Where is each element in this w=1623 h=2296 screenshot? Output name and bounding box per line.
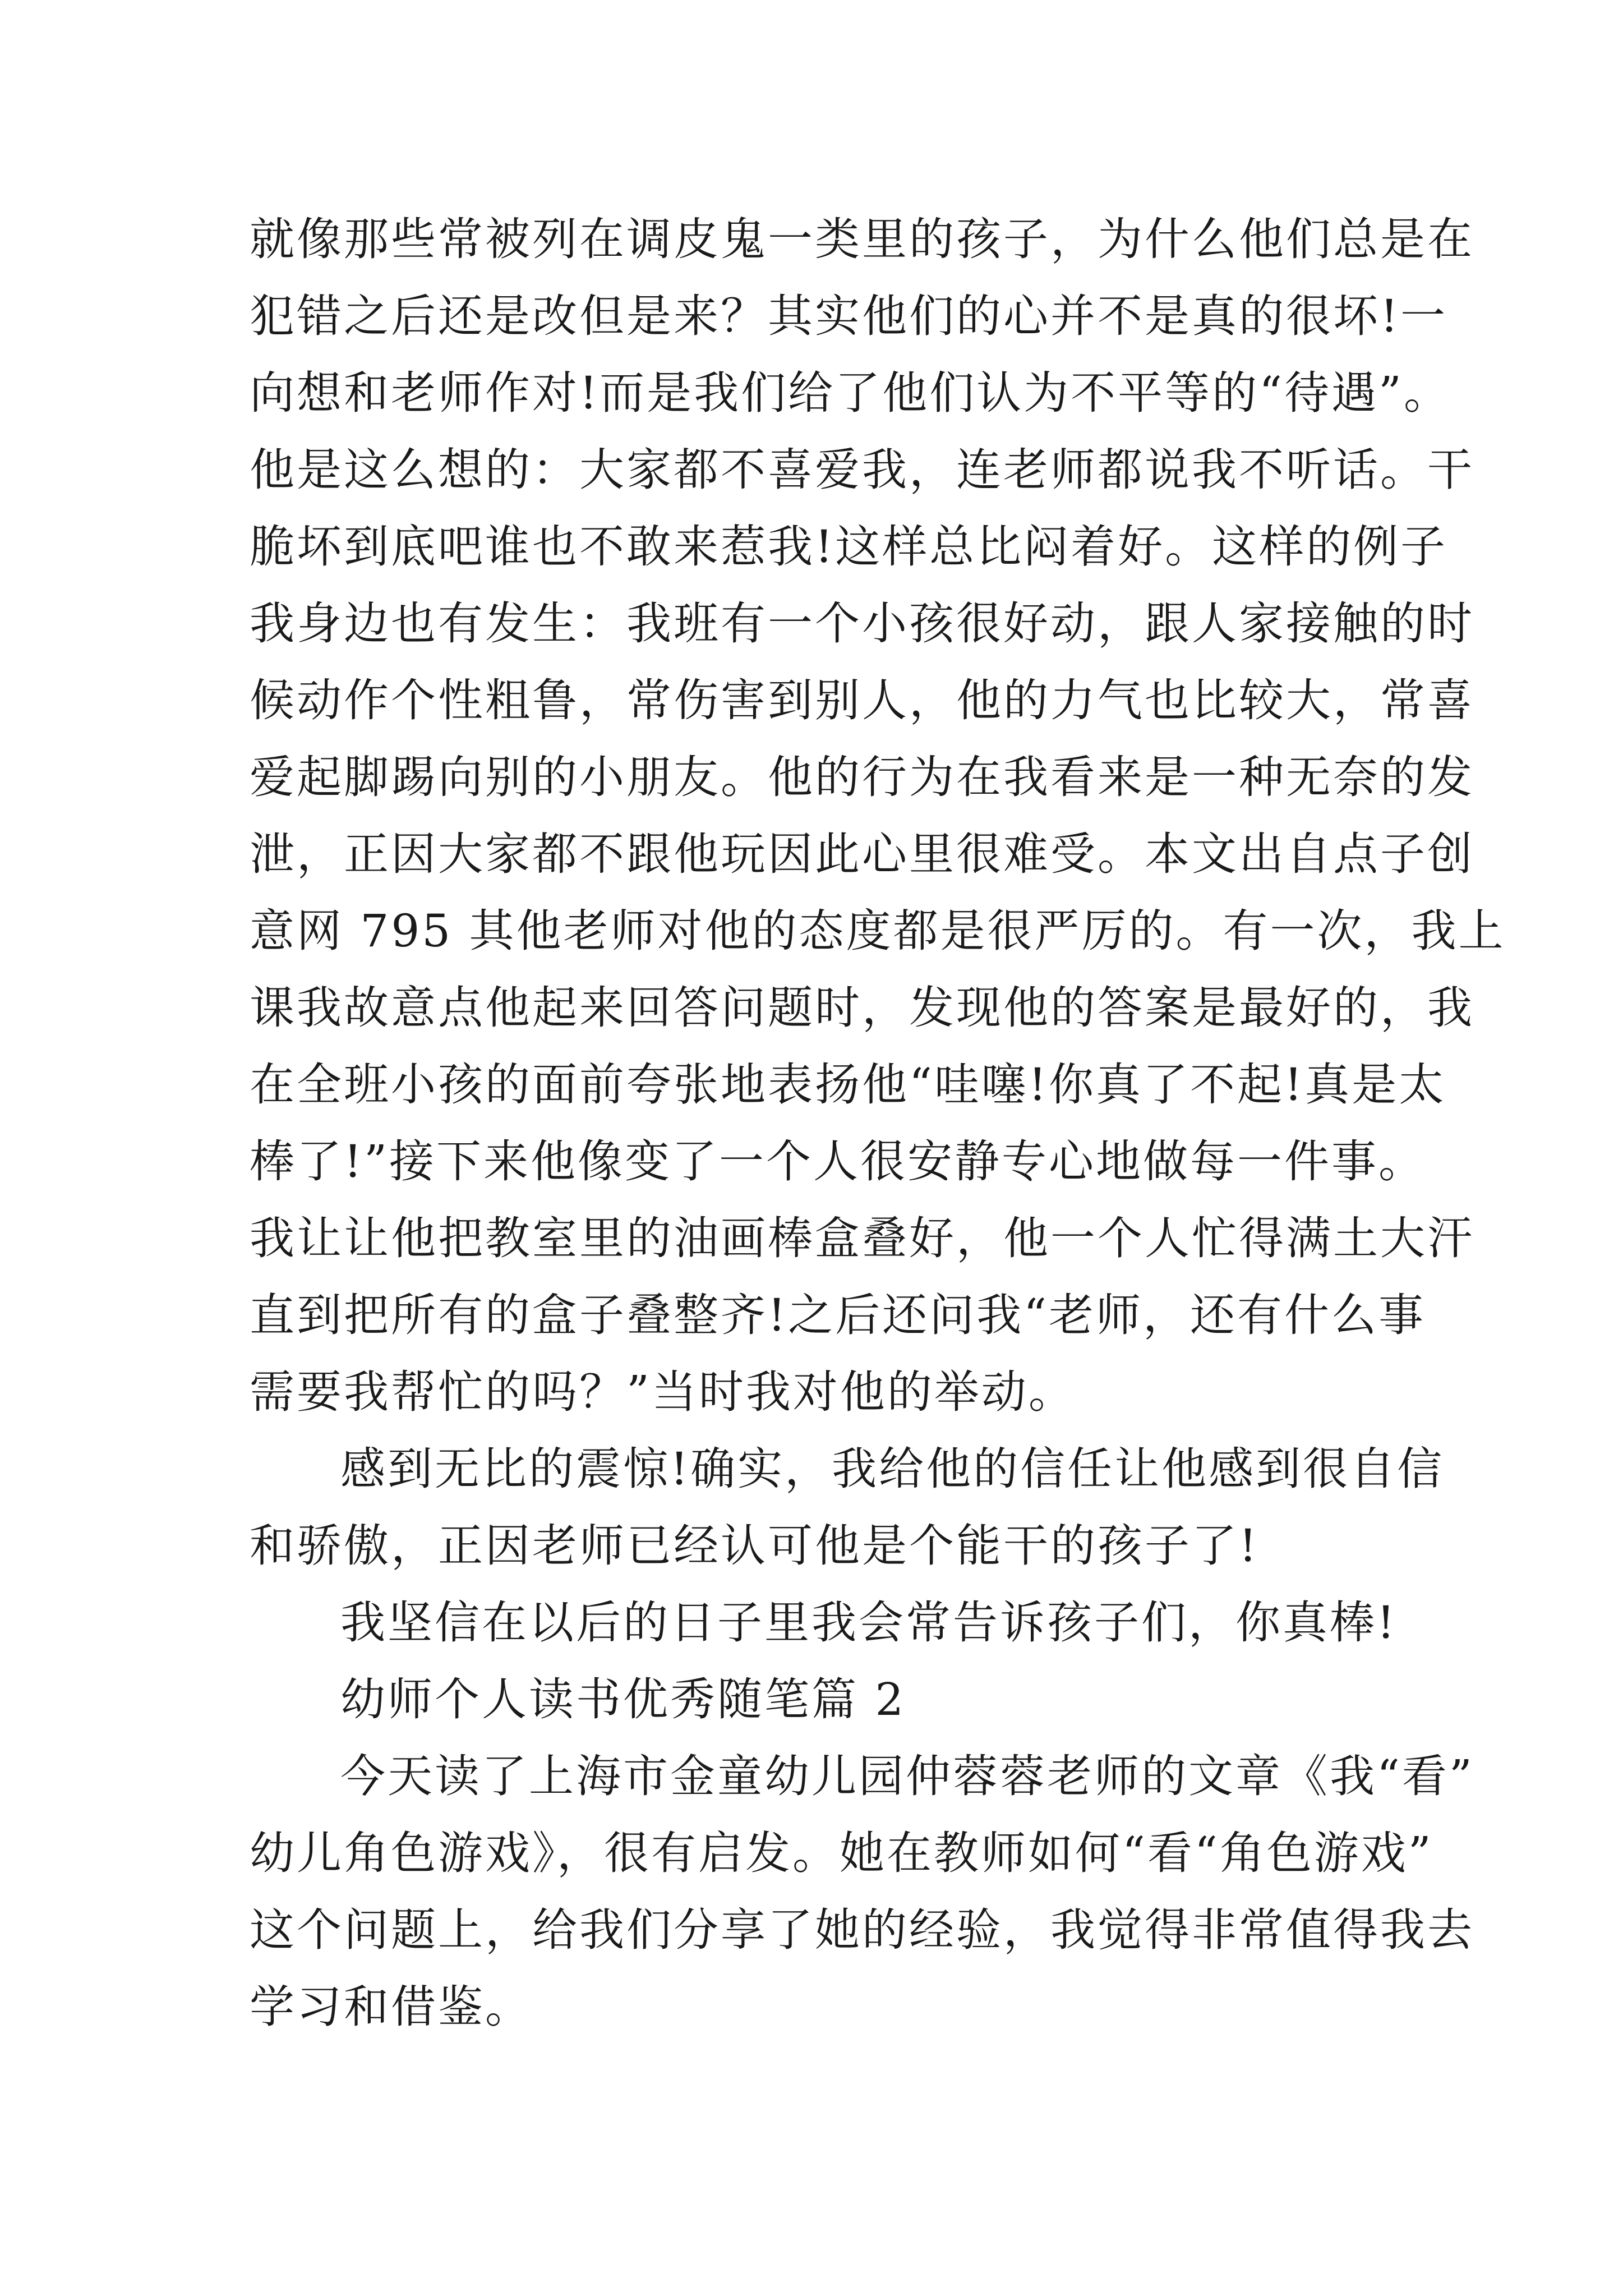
text-line: 和骄傲，正因老师已经认可他是个能干的孩子了! — [250, 1520, 1260, 1572]
text-line: 在全班小孩的面前夸张地表扬他“哇噻!你真了不起!真是太 — [250, 1059, 1446, 1111]
text-line: 爱起脚踢向别的小朋友。他的行为在我看来是一种无奈的发 — [250, 751, 1474, 803]
text-line: 意网 795 其他老师对他的态度都是很严厉的。有一次，我上 — [250, 905, 1506, 957]
text-line: 我坚信在以后的日子里我会常告诉孩子们，你真棒! — [340, 1596, 1398, 1649]
text-line: 脆坏到底吧谁也不敢来惹我!这样总比闷着好。这样的例子 — [250, 521, 1448, 573]
text-line: 幼儿角色游戏》，很有启发。她在教师如何“看“角色游戏” — [250, 1827, 1433, 1879]
text-line: 今天读了上海市金童幼儿园仲蓉蓉老师的文章《我“看” — [340, 1750, 1474, 1802]
text-line: 需要我帮忙的吗？”当时我对他的举动。 — [250, 1366, 1076, 1418]
text-line: 向想和老师作对!而是我们给了他们认为不平等的“待遇”。 — [250, 367, 1451, 419]
text-line: 犯错之后还是改但是来？其实他们的心并不是真的很坏!一 — [250, 290, 1448, 342]
text-line: 直到把所有的盒子叠整齐!之后还问我“老师，还有什么事 — [250, 1289, 1426, 1341]
text-line: 幼师个人读书优秀随笔篇 2 — [340, 1673, 906, 1726]
text-line: 我让让他把教室里的油画棒盒叠好，他一个人忙得满土大汗 — [250, 1212, 1474, 1264]
text-line: 学习和借鉴。 — [250, 1981, 532, 2033]
text-line: 我身边也有发生：我班有一个小孩很好动，跟人家接触的时 — [250, 597, 1474, 650]
text-line: 候动作个性粗鲁，常伤害到别人，他的力气也比较大，常喜 — [250, 674, 1474, 726]
text-line: 他是这么想的：大家都不喜爱我，连老师都说我不听话。干 — [250, 444, 1474, 496]
text-line: 这个问题上，给我们分享了她的经验，我觉得非常值得我去 — [250, 1904, 1474, 1956]
text-line: 泄，正因大家都不跟他玩因此心里很难受。本文出自点子创 — [250, 828, 1474, 880]
text-line: 就像那些常被列在调皮鬼一类里的孩子，为什么他们总是在 — [250, 213, 1474, 265]
body-text — [250, 201, 1506, 2045]
text-line: 棒了!”接下来他像变了一个人很安静专心地做每一件事。 — [250, 1135, 1426, 1188]
text-line: 课我故意点他起来回答问题时，发现他的答案是最好的，我 — [250, 982, 1474, 1034]
text-line: 感到无比的震惊!确实，我给他的信任让他感到很自信 — [340, 1443, 1445, 1495]
